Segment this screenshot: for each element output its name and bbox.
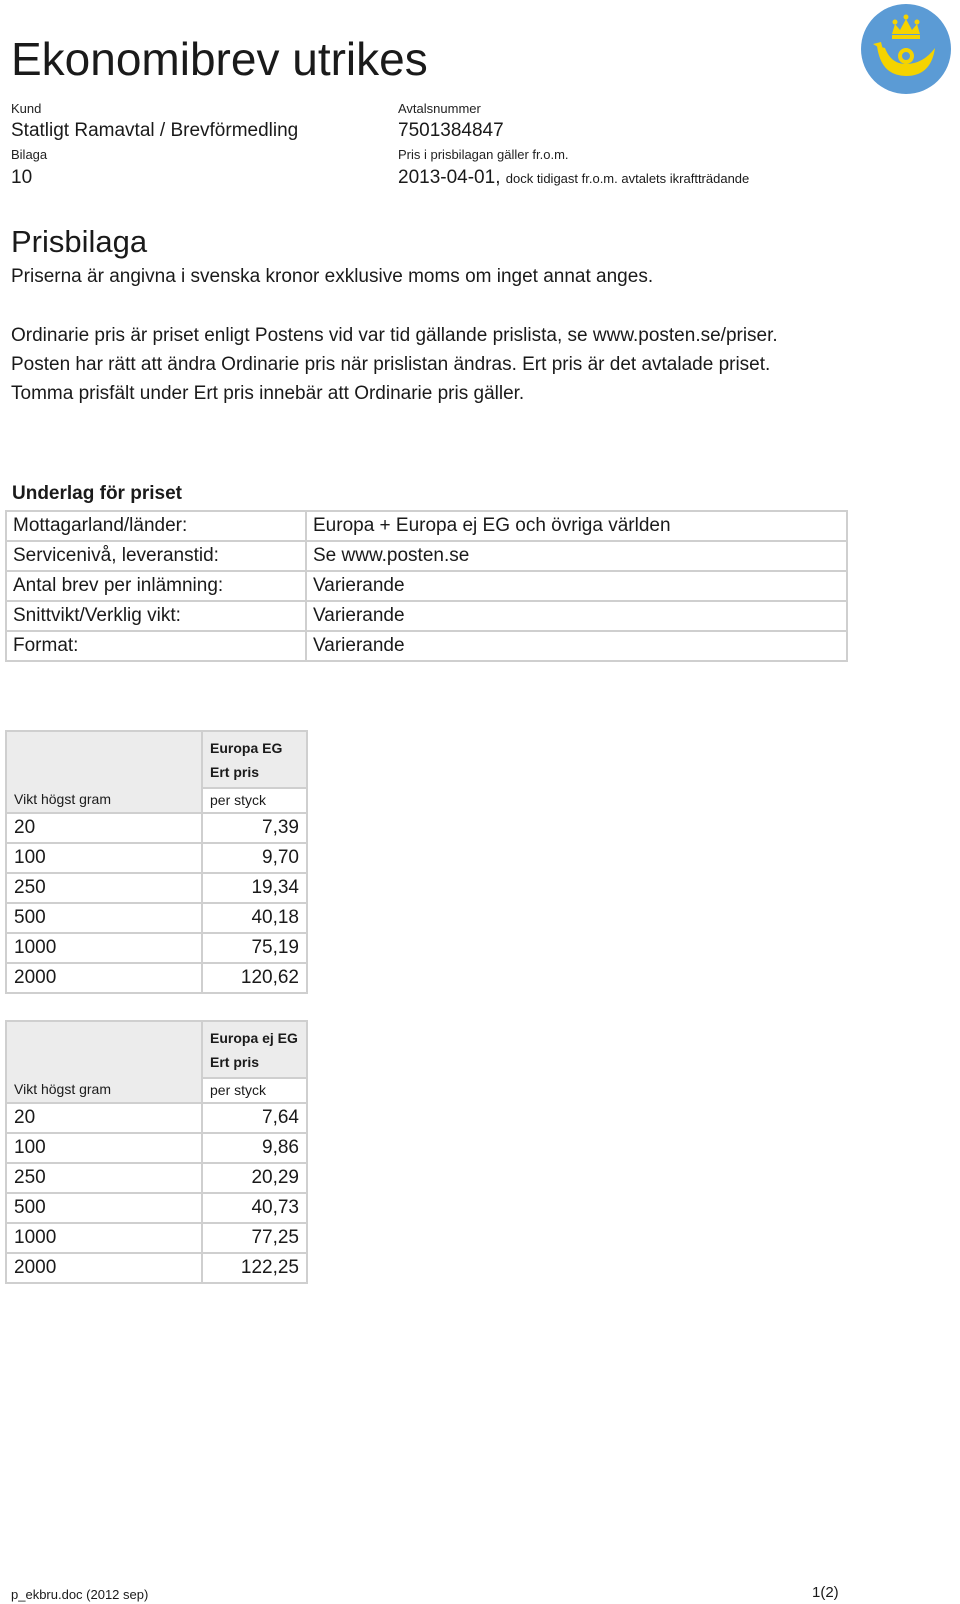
agreement-number: 7501384847 bbox=[398, 120, 504, 141]
section-heading: Prisbilaga bbox=[11, 224, 148, 259]
posten-logo-icon bbox=[861, 4, 951, 94]
basis-label: Snittvikt/Verklig vikt: bbox=[6, 601, 306, 631]
basis-label: Mottagarland/länder: bbox=[6, 511, 306, 541]
table-row bbox=[6, 1193, 307, 1223]
weight-cell: 100 bbox=[6, 1133, 202, 1163]
table-row bbox=[6, 903, 307, 933]
price-table-header bbox=[6, 731, 307, 813]
price-cell: 7,64 bbox=[202, 1103, 307, 1133]
basis-label: Servicenivå, leveranstid: bbox=[6, 541, 306, 571]
basis-label: Antal brev per inlämning: bbox=[6, 571, 306, 601]
footer-page-number: 1(2) bbox=[812, 1584, 839, 1601]
footer-filename: p_ekbru.doc (2012 sep) bbox=[11, 1587, 149, 1602]
intro-text-4: Tomma prisfält under Ert pris innebär att Ordinarie pris gäller. bbox=[11, 383, 525, 404]
price-cell: 40,18 bbox=[202, 903, 307, 933]
price-cell: 7,39 bbox=[202, 813, 307, 843]
basis-value: Europa + Europa ej EG och övriga världen bbox=[306, 511, 847, 541]
weight-cell: 500 bbox=[6, 1193, 202, 1223]
price-cell: 120,62 bbox=[202, 963, 307, 993]
basis-value: Varierande bbox=[306, 601, 847, 631]
intro-text-1: Priserna är angivna i svenska kronor exklusive moms om inget annat anges. bbox=[11, 266, 654, 287]
weight-cell: 2000 bbox=[6, 963, 202, 993]
table-row bbox=[6, 933, 307, 963]
basis-row bbox=[6, 601, 847, 631]
table-row bbox=[6, 963, 307, 993]
table-row bbox=[6, 1253, 307, 1283]
price-header bbox=[202, 731, 307, 813]
valid-from-line bbox=[398, 168, 749, 187]
weight-cell: 1000 bbox=[6, 1223, 202, 1253]
basis-row bbox=[6, 511, 847, 541]
price-table-europa-ej-eg bbox=[5, 1020, 308, 1284]
price-cell: 9,70 bbox=[202, 843, 307, 873]
weight-cell: 250 bbox=[6, 873, 202, 903]
table-row bbox=[6, 1103, 307, 1133]
basis-value: Varierande bbox=[306, 571, 847, 601]
price-cell: 20,29 bbox=[202, 1163, 307, 1193]
appendix-value: 10 bbox=[11, 167, 33, 188]
weight-cell: 500 bbox=[6, 903, 202, 933]
valid-from-date: 2013-04-01, bbox=[398, 167, 501, 188]
basis-label: Format: bbox=[6, 631, 306, 661]
price-label: Ert pris bbox=[210, 764, 260, 780]
price-cell: 19,34 bbox=[202, 873, 307, 903]
customer-value: Statligt Ramavtal / Brevförmedling bbox=[11, 120, 299, 141]
weight-cell: 2000 bbox=[6, 1253, 202, 1283]
table-row bbox=[6, 1223, 307, 1253]
weight-cell: 250 bbox=[6, 1163, 202, 1193]
weight-cell: 1000 bbox=[6, 933, 202, 963]
price-label: Ert pris bbox=[210, 1054, 260, 1070]
document-title: Ekonomibrev utrikes bbox=[11, 33, 428, 85]
unit-label: per styck bbox=[210, 1082, 267, 1098]
valid-from-label: Pris i prisbilagan gäller fr.o.m. bbox=[398, 147, 569, 162]
basis-value: Se www.posten.se bbox=[306, 541, 847, 571]
table-row bbox=[6, 843, 307, 873]
customer-label: Kund bbox=[11, 101, 42, 116]
region-label: Europa ej EG bbox=[210, 1030, 298, 1046]
basis-row bbox=[6, 631, 847, 661]
weight-header: Vikt högst gram bbox=[6, 1021, 202, 1103]
crown-horn-icon bbox=[861, 4, 951, 94]
price-table-europa-eg bbox=[5, 730, 308, 994]
price-header bbox=[202, 1021, 307, 1103]
intro-text-2: Ordinarie pris är priset enligt Postens vid var tid gällande prislista, se www.posten.se/priser. bbox=[11, 325, 778, 346]
price-cell: 75,19 bbox=[202, 933, 307, 963]
region-label: Europa EG bbox=[210, 740, 283, 756]
price-cell: 77,25 bbox=[202, 1223, 307, 1253]
table-row bbox=[6, 873, 307, 903]
table-row bbox=[6, 813, 307, 843]
basis-heading: Underlag för priset bbox=[12, 483, 182, 504]
price-cell: 40,73 bbox=[202, 1193, 307, 1223]
basis-table bbox=[5, 510, 848, 662]
weight-cell: 20 bbox=[6, 1103, 202, 1133]
price-cell: 122,25 bbox=[202, 1253, 307, 1283]
weight-header: Vikt högst gram bbox=[6, 731, 202, 813]
table-row bbox=[6, 1133, 307, 1163]
appendix-label: Bilaga bbox=[11, 147, 48, 162]
table-row bbox=[6, 1163, 307, 1193]
basis-row bbox=[6, 541, 847, 571]
basis-row bbox=[6, 571, 847, 601]
basis-value: Varierande bbox=[306, 631, 847, 661]
unit-label: per styck bbox=[210, 792, 267, 808]
price-cell: 9,86 bbox=[202, 1133, 307, 1163]
weight-cell: 20 bbox=[6, 813, 202, 843]
valid-from-note: dock tidigast fr.o.m. avtalets ikraftträdande bbox=[505, 171, 750, 186]
weight-cell: 100 bbox=[6, 843, 202, 873]
price-table-header bbox=[6, 1021, 307, 1103]
agreement-label: Avtalsnummer bbox=[398, 101, 481, 116]
intro-text-3: Posten har rätt att ändra Ordinarie pris när prislistan ändras. Ert pris är det avtalade priset. bbox=[11, 354, 771, 375]
